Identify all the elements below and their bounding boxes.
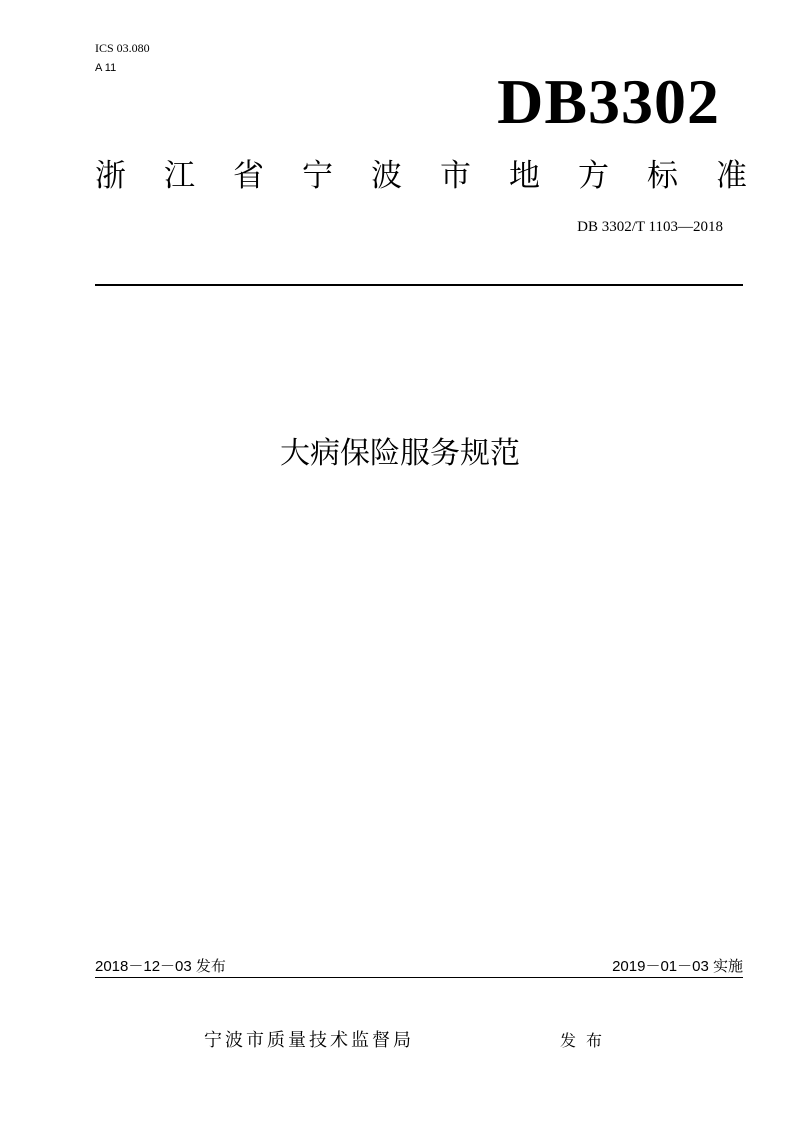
footer-divider (95, 977, 743, 978)
standard-type-char: 浙 (95, 158, 126, 194)
standard-type-char: 宁 (302, 158, 333, 194)
standard-type-char: 标 (647, 158, 678, 194)
ccs-code: A 11 (95, 62, 117, 74)
standard-number: DB 3302/T 1103—2018 (577, 219, 723, 235)
standard-type-char: 江 (164, 158, 195, 194)
standard-type (95, 156, 747, 196)
standard-type-char: 地 (509, 158, 540, 194)
issue-label: 发布 (560, 1031, 613, 1050)
standard-type-char: 市 (440, 158, 471, 194)
publish-date: 2018－12－03 发布 (95, 958, 226, 975)
standard-code: DB3302 (497, 66, 720, 137)
header-divider (95, 284, 743, 286)
implement-date: 2019－01－03 实施 (612, 958, 743, 975)
document-title: 大病保险服务规范 (280, 436, 520, 471)
standard-type-char: 方 (578, 158, 609, 194)
standard-type-char: 准 (716, 158, 747, 194)
standard-type-char: 波 (371, 158, 402, 194)
standard-type-char: 省 (233, 158, 264, 194)
issuing-authority: 宁波市质量技术监督局 (204, 1030, 414, 1051)
ics-code: ICS 03.080 (95, 41, 150, 55)
